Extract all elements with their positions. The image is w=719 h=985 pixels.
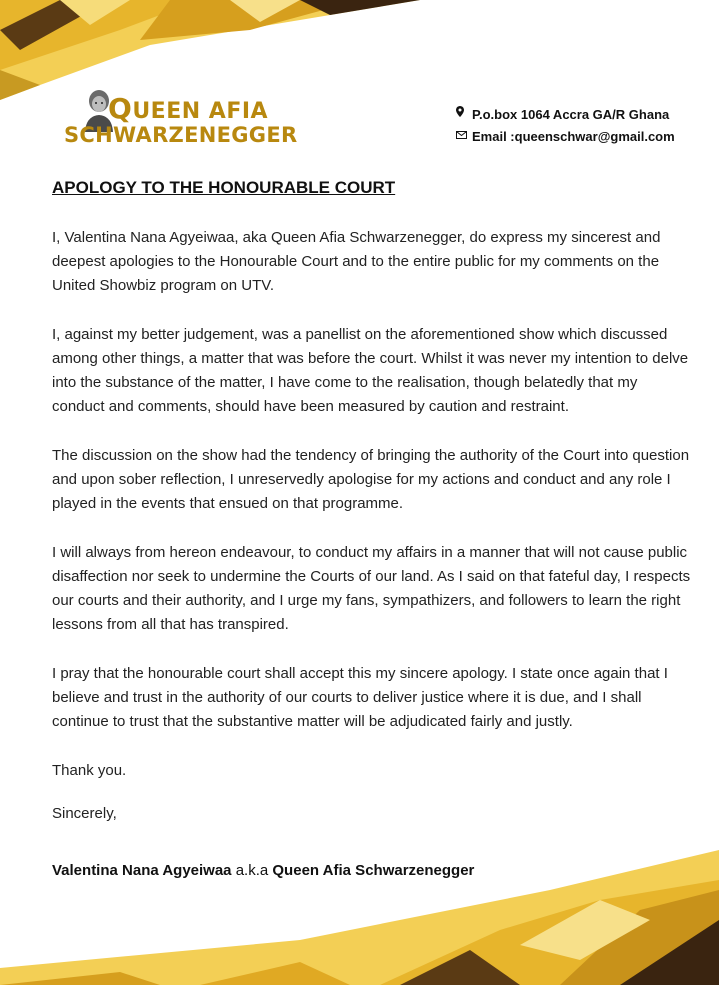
brand-logo xyxy=(62,86,302,156)
paragraph: I pray that the honourable court shall accept this my sincere apology. I state once again that I believe and trust in the authority of our courts to deliver justice where it is due, and I shall continue to trust that the substantive matter will be adjudicated fairly and justly. xyxy=(52,665,668,730)
location-pin-icon xyxy=(456,104,468,126)
thanks-line: Thank you. xyxy=(52,762,127,779)
signature-alias: Queen Afia Schwarzenegger xyxy=(272,862,475,879)
brand-name-line2: SCHWARZENEGGER xyxy=(64,123,298,147)
signature-line xyxy=(52,862,474,879)
brand-initial: Q xyxy=(108,92,133,125)
email-text: Email :queenschwar@gmail.com xyxy=(472,129,675,144)
signature-aka: a.k.a xyxy=(231,862,273,879)
address-row xyxy=(456,104,675,126)
paragraph: I, against my better judgement, was a panellist on the aforementioned show which discussed among other things, a matter that was before the court. Whilst it was never my intention to delve into the substance of the matter, I have come to the realisation, though belatedly that my conduct and comments, should have been measured by caution and restraint. xyxy=(52,326,689,415)
brand-name-line1 xyxy=(108,92,268,125)
paragraph: The discussion on the show had the tendency of bringing the authority of the Court into question and upon sober reflection, I unreservedly apologise for my actions and conduct and any role I played in the events that ensued on that programme. xyxy=(52,447,690,512)
paragraph: I, Valentina Nana Agyeiwaa, aka Queen Afia Schwarzenegger, do express my sincerest and deepest apologies to the Honourable Court and to the entire public for my comments on the United Showbiz program on UTV. xyxy=(52,229,661,294)
email-row xyxy=(456,126,675,148)
letter-body xyxy=(52,226,692,845)
brand-name-rest: UEEN AFIA xyxy=(132,99,269,124)
paragraph: I will always from hereon endeavour, to conduct my affairs in a manner that will not cause public disaffection nor seek to undermine the Courts of our land. As I said on that fateful day, I respects our courts and their authority, and I urge my fans, sympathizers, and followers to learn the right lessons from all that has transpired. xyxy=(52,544,691,633)
letter-title: APOLOGY TO THE HONOURABLE COURT xyxy=(52,178,396,197)
closing-line: Sincerely, xyxy=(52,805,117,822)
address-text: P.o.box 1064 Accra GA/R Ghana xyxy=(472,107,670,122)
contact-info xyxy=(456,104,675,148)
envelope-icon xyxy=(456,126,468,148)
signature-name: Valentina Nana Agyeiwaa xyxy=(52,862,232,879)
